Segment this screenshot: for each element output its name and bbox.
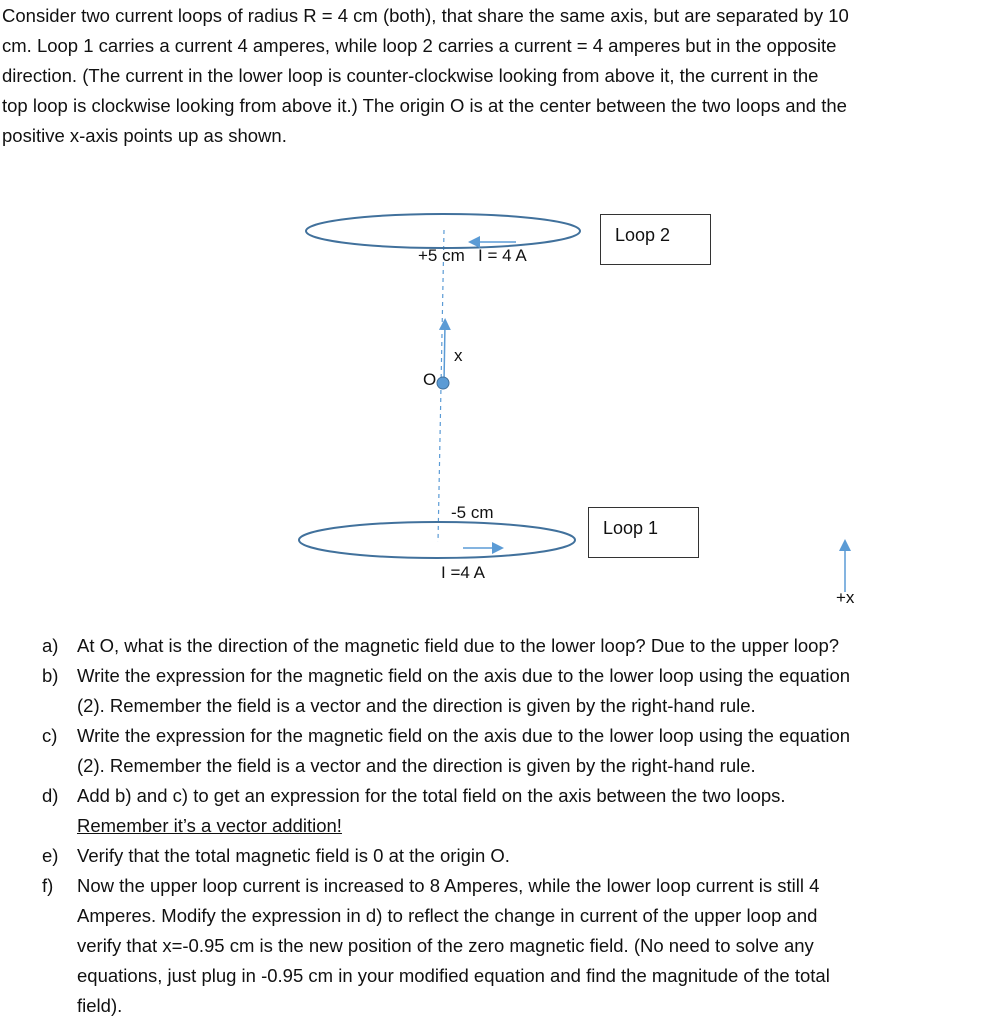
x-axis-arrow-icon	[444, 324, 445, 382]
question-line: field).	[77, 995, 123, 1016]
question-line: verify that x=-0.95 cm is the new position of the zero magnetic field. (No need to solve any	[77, 935, 814, 956]
intro-line: top loop is clockwise looking from above it.) The origin O is at the center between the two loops and the	[2, 95, 847, 116]
question-line: Verify that the total magnetic field is 0 at the origin O.	[77, 845, 510, 866]
question-line-underlined: Remember it’s a vector addition!	[77, 815, 342, 836]
question-label: a)	[42, 635, 59, 656]
question-label: f)	[42, 875, 54, 896]
bottom-current-label: I =4 A	[441, 563, 485, 582]
question-line: At O, what is the direction of the magnetic field due to the lower loop? Due to the upper loop?	[77, 635, 840, 656]
question-label: c)	[42, 725, 58, 746]
question-line: (2). Remember the field is a vector and the direction is given by the right-hand rule.	[77, 755, 756, 776]
question-line: (2). Remember the field is a vector and the direction is given by the right-hand rule.	[77, 695, 756, 716]
intro-line: Consider two current loops of radius R = 4 cm (both), that share the same axis, but are separated by 10	[2, 5, 849, 26]
intro-line: positive x-axis points up as shown.	[2, 125, 287, 146]
top-position-label: +5 cm	[418, 246, 465, 265]
question-label: d)	[42, 785, 59, 806]
plus-x-label: +x	[836, 588, 855, 607]
loop-1-box: Loop 1	[588, 507, 699, 558]
loop-2-box: Loop 2	[600, 214, 711, 265]
loop-1-ellipse	[299, 522, 575, 558]
intro-line: cm. Loop 1 carries a current 4 amperes, while loop 2 carries a current = 4 amperes but in the opposite	[2, 35, 837, 56]
question-line: Write the expression for the magnetic field on the axis due to the lower loop using the equation	[77, 725, 851, 746]
origin-dot	[437, 377, 449, 389]
axis-label: x	[454, 346, 463, 365]
origin-label: O	[423, 370, 437, 389]
question-label: b)	[42, 665, 59, 686]
loop-2-ellipse	[306, 214, 580, 248]
question-line: Add b) and c) to get an expression for the total field on the axis between the two loops.	[77, 785, 786, 806]
question-label: e)	[42, 845, 59, 866]
intro-line: direction. (The current in the lower loop is counter-clockwise looking from above it, the current in the	[2, 65, 819, 86]
question-line: Write the expression for the magnetic field on the axis due to the lower loop using the equation	[77, 665, 851, 686]
question-line: equations, just plug in -0.95 cm in your modified equation and find the magnitude of the total	[77, 965, 830, 986]
top-current-label: I = 4 A	[478, 246, 527, 265]
question-line: Now the upper loop current is increased to 8 Amperes, while the lower loop current is still 4	[77, 875, 820, 896]
bottom-position-label: -5 cm	[451, 503, 494, 522]
question-line: Amperes. Modify the expression in d) to reflect the change in current of the upper loop and	[77, 905, 818, 926]
